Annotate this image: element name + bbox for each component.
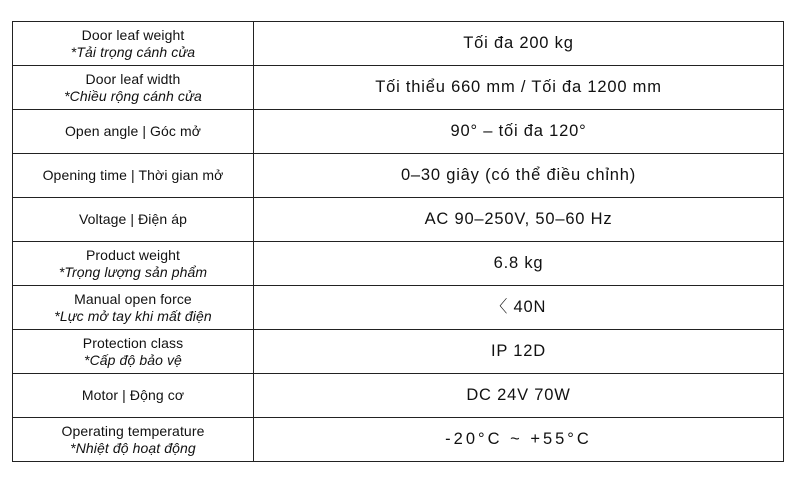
label-english: Door leaf width	[85, 70, 181, 87]
spec-label	[13, 418, 254, 462]
label-vietnamese: *Tải trọng cánh cửa	[70, 43, 196, 60]
label-vietnamese: *Nhiệt độ hoạt động	[70, 439, 196, 456]
label-english: Product weight	[85, 246, 180, 263]
value-text: 〈 40N	[490, 297, 547, 316]
table-row	[13, 198, 784, 242]
label-english: Opening time | Thời gian mở	[42, 167, 224, 184]
spec-value	[254, 198, 784, 242]
spec-value	[254, 286, 784, 330]
table-row	[13, 110, 784, 154]
label-english: Protection class	[82, 334, 184, 351]
label-english: Door leaf weight	[81, 26, 185, 43]
spec-label	[13, 110, 254, 154]
label-vietnamese: *Chiều rộng cánh cửa	[64, 87, 202, 104]
value-text: Tối thiểu 660 mm / Tối đa 1200 mm	[375, 77, 662, 96]
spec-value	[254, 66, 784, 110]
label-english: Motor | Động cơ	[81, 387, 185, 404]
value-text: 90° – tối đa 120°	[450, 121, 587, 140]
spec-value	[254, 22, 784, 66]
spec-label	[13, 330, 254, 374]
value-text: 0–30 giây (có thể điều chỉnh)	[400, 165, 637, 184]
spec-label	[13, 198, 254, 242]
label-english: Manual open force	[74, 290, 192, 307]
table-row	[13, 418, 784, 462]
label-english: Operating temperature	[61, 422, 205, 439]
table-row	[13, 154, 784, 198]
value-text: -20°C ~ +55°C	[445, 429, 592, 448]
value-text: IP 12D	[491, 341, 546, 360]
label-vietnamese: *Cấp độ bảo vệ	[84, 351, 182, 368]
spec-value	[254, 154, 784, 198]
label-english: Open angle | Góc mở	[64, 123, 202, 140]
table-row	[13, 22, 784, 66]
spec-label	[13, 66, 254, 110]
value-text: AC 90–250V, 50–60 Hz	[424, 209, 613, 228]
label-vietnamese: *Trọng lượng sản phẩm	[58, 263, 208, 280]
spec-label	[13, 154, 254, 198]
spec-table	[12, 21, 784, 462]
spec-value	[254, 242, 784, 286]
spec-label	[13, 286, 254, 330]
spec-value	[254, 330, 784, 374]
spec-label	[13, 374, 254, 418]
table-row	[13, 374, 784, 418]
label-english: Voltage | Điện áp	[78, 211, 188, 228]
value-text: DC 24V 70W	[466, 385, 571, 404]
table-row	[13, 242, 784, 286]
spec-value	[254, 110, 784, 154]
table-row	[13, 286, 784, 330]
spec-value	[254, 418, 784, 462]
spec-label	[13, 22, 254, 66]
table-row	[13, 330, 784, 374]
spec-value	[254, 374, 784, 418]
table-row	[13, 66, 784, 110]
value-text: 6.8 kg	[493, 253, 544, 272]
spec-label	[13, 242, 254, 286]
label-vietnamese: *Lực mở tay khi mất điện	[54, 307, 212, 324]
value-text: Tối đa 200 kg	[463, 33, 574, 52]
